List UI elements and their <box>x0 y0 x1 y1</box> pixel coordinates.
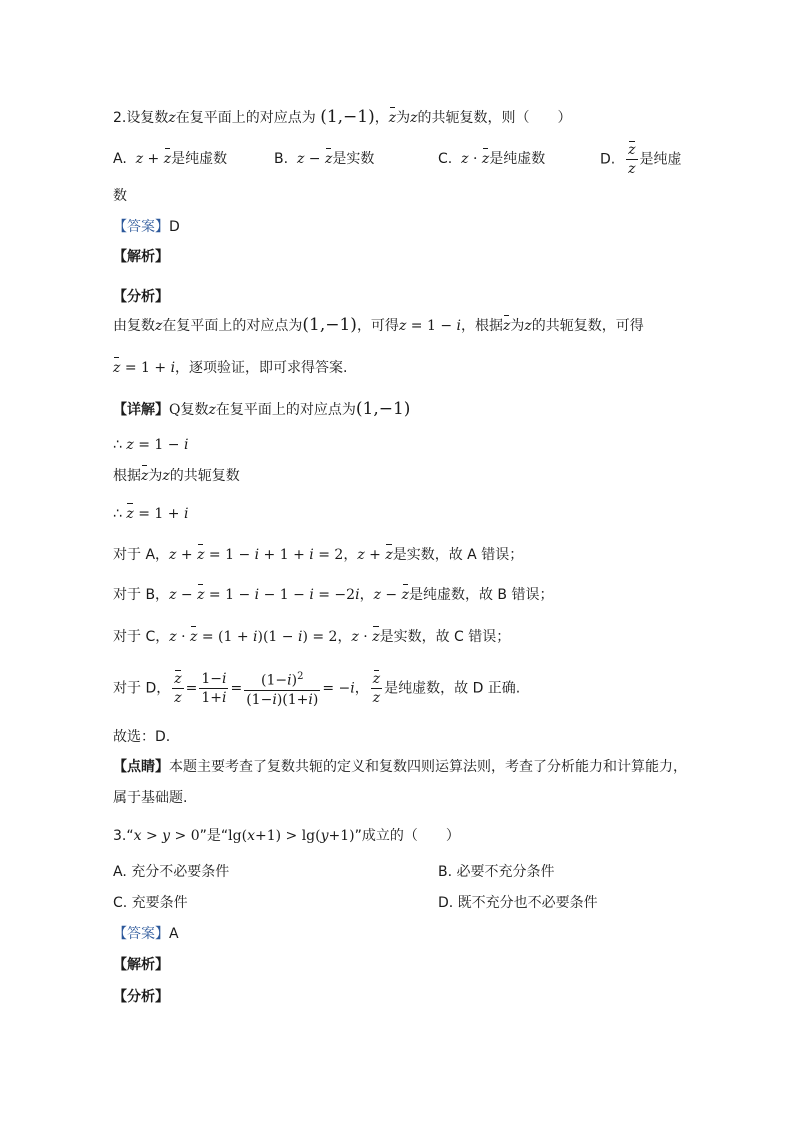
answer-label: 【答案】 <box>113 926 169 942</box>
text: 本题主要考查了复数共轭的定义和复数四则运算法则，考查了分析能力和计算能力， <box>169 759 687 775</box>
q2-check-d: 对于 D， $\frac{z}{z}$ = $\frac{1-i}{1+i}$ = $\frac{(1-i)^2}{(1-i)(1+i)}$ = −i， $\frac{z}{z}$ 是纯虚数，故 D 正确. <box>113 668 520 709</box>
math-z: z <box>155 318 163 334</box>
text: 由复数 <box>113 318 155 334</box>
q3-option-c: C. 充要条件 <box>113 895 188 911</box>
q2-stem-suffix: 的共轭复数，则（ ） <box>417 110 572 126</box>
text: 为 <box>510 318 525 334</box>
q3-option-d: D. 既不充分也不必要条件 <box>438 895 598 911</box>
text: ，可得 <box>356 318 399 334</box>
math-fraction: $\frac{(1-i)^2}{(1-i)(1+i)}$ <box>244 668 320 709</box>
q2-conj-line <box>113 465 240 487</box>
math-expr: z <box>135 151 144 167</box>
q2-stem-prefix: 2.设复数 <box>113 110 169 126</box>
q2-choose: 故选：D. <box>113 729 171 745</box>
q2-fenxi-line2: z = 1 + i，逐项验证，即可求得答案. <box>113 357 348 379</box>
math-zbar: z <box>482 148 489 170</box>
math-point: (1,−1) <box>355 399 411 419</box>
text: 根据 <box>113 468 141 484</box>
math-zbar: z <box>389 107 396 129</box>
math-expr: z <box>296 151 305 167</box>
q2-fenxi-label: 【分析】 <box>113 289 169 305</box>
text: 是纯虚数，故 D 正确. <box>384 680 521 697</box>
math-point: (1,−1) <box>302 315 357 335</box>
text: 在复平面上的对应点为 <box>215 402 356 418</box>
text: 对于 A， <box>113 547 170 563</box>
option-text: 是纯虚 <box>639 151 682 168</box>
option-label: C. <box>438 151 453 167</box>
math-z: z <box>208 402 216 418</box>
option-label: D. <box>600 151 616 168</box>
math-z: z <box>168 110 176 126</box>
q2-option-c: C. z · z是纯虚数 <box>438 148 545 170</box>
option-label: A. <box>113 151 127 167</box>
q2-xiangjie-line <box>113 398 410 421</box>
option-text: 是实数 <box>332 151 375 167</box>
text: 是纯虚数，故 B 错误； <box>408 587 554 603</box>
answer-label: 【答案】 <box>113 219 169 235</box>
q2-check-c: 对于 C，z · z = (1 + i)(1 − i) = 2，z · z是实数，故 C 错误； <box>113 626 510 648</box>
q3-answer <box>113 923 179 945</box>
q3-fenxi-label: 【分析】 <box>113 989 169 1005</box>
q3-option-a: A. 充分不必要条件 <box>113 864 230 880</box>
xiangjie-label: 【详解】 <box>113 402 169 418</box>
text: 是实数，故 A 错误； <box>392 547 524 563</box>
q2-dianjing-cont: 属于基础题. <box>113 790 188 806</box>
q2-answer <box>113 216 180 238</box>
text: 的共轭复数 <box>169 468 240 484</box>
text: 在复平面上的对应点为 <box>162 318 303 334</box>
answer-value: D <box>169 219 180 235</box>
therefore-symbol: ∴ <box>113 506 122 522</box>
text: 为 <box>148 468 163 484</box>
text: 对于 C， <box>113 629 170 645</box>
option-label: B. <box>274 151 289 167</box>
math-zbar: z <box>325 148 332 170</box>
q3-stem: 3.“x > y > 0”是“lg(x+1) > lg(y+1)”成立的（ ） <box>113 828 460 844</box>
text: 对于 B， <box>113 587 170 603</box>
text: 对于 D， <box>113 680 171 697</box>
text: ”成立的（ ） <box>354 828 460 844</box>
text: ，根据 <box>460 318 503 334</box>
text: 复数 <box>180 402 209 418</box>
math-point: (1,−1) <box>320 107 375 127</box>
dianjing-label: 【点睛】 <box>113 759 169 775</box>
q2-stem-mid: 在复平面上的对应点为 <box>175 110 316 126</box>
text: 是实数，故 C 错误； <box>379 629 511 645</box>
math-zbar: z <box>503 315 510 337</box>
q2-check-a: 对于 A，z + z = 1 − i + 1 + i = 2，z + z是实数，故 A 错误； <box>113 544 523 566</box>
q2-fenxi-line1: 由复数z在复平面上的对应点为(1,−1)，可得z = 1 − i，根据z为z的共轭复数，可得 <box>113 315 644 335</box>
q2-jiexi-label: 【解析】 <box>113 249 169 265</box>
text: ，逐项验证，即可求得答案. <box>175 360 348 376</box>
math-z: z <box>524 318 532 334</box>
q3-jiexi-label: 【解析】 <box>113 957 169 973</box>
q2-stem: 2.设复数z在复平面上的对应点为 (1,−1)，z为z的共轭复数，则（ ） <box>113 107 572 127</box>
because-symbol: Q <box>169 402 181 418</box>
text: ”是“ <box>199 828 229 844</box>
text: 3.“ <box>113 828 134 844</box>
q2-option-a: A. z + z是纯虚数 <box>113 148 227 170</box>
q2-option-b: B. z − z是实数 <box>274 148 374 170</box>
option-text: 是纯虚数 <box>489 151 546 167</box>
math-fraction: $\frac{z}{z}$ <box>174 670 182 706</box>
math-eq: z <box>398 318 407 334</box>
math-zbar: z <box>164 148 171 170</box>
q2-check-b: 对于 B，z − z = 1 − i − 1 − i = −2i，z − z是纯虚数，故 B 错误； <box>113 584 554 606</box>
q2-z-value: ∴ z = 1 − i <box>113 437 189 453</box>
math-fraction: $\frac{z}{z}$ <box>628 142 636 177</box>
math-zbar: z <box>141 465 148 487</box>
math-z: z <box>410 110 418 126</box>
q3-option-b: B. 必要不充分条件 <box>438 864 555 880</box>
q2-dianjing <box>113 756 687 778</box>
answer-value: A <box>169 926 179 942</box>
math-expr: z <box>461 151 469 167</box>
text: 的共轭复数，可得 <box>531 318 644 334</box>
math-z: z <box>162 468 170 484</box>
q2-stem-c: 为 <box>396 110 411 126</box>
therefore-symbol: ∴ <box>113 437 122 453</box>
q2-option-d-wrap: 数 <box>113 188 127 204</box>
math-zbar: z <box>113 357 120 379</box>
q2-zbar-value: ∴ z = 1 + i <box>113 503 188 525</box>
q2-option-d <box>600 141 682 178</box>
math-fraction: $\frac{z}{z}$ <box>372 670 381 706</box>
math-fraction: $\frac{1-i}{1+i}$ <box>201 670 227 706</box>
option-text: 是纯虚数 <box>171 151 228 167</box>
